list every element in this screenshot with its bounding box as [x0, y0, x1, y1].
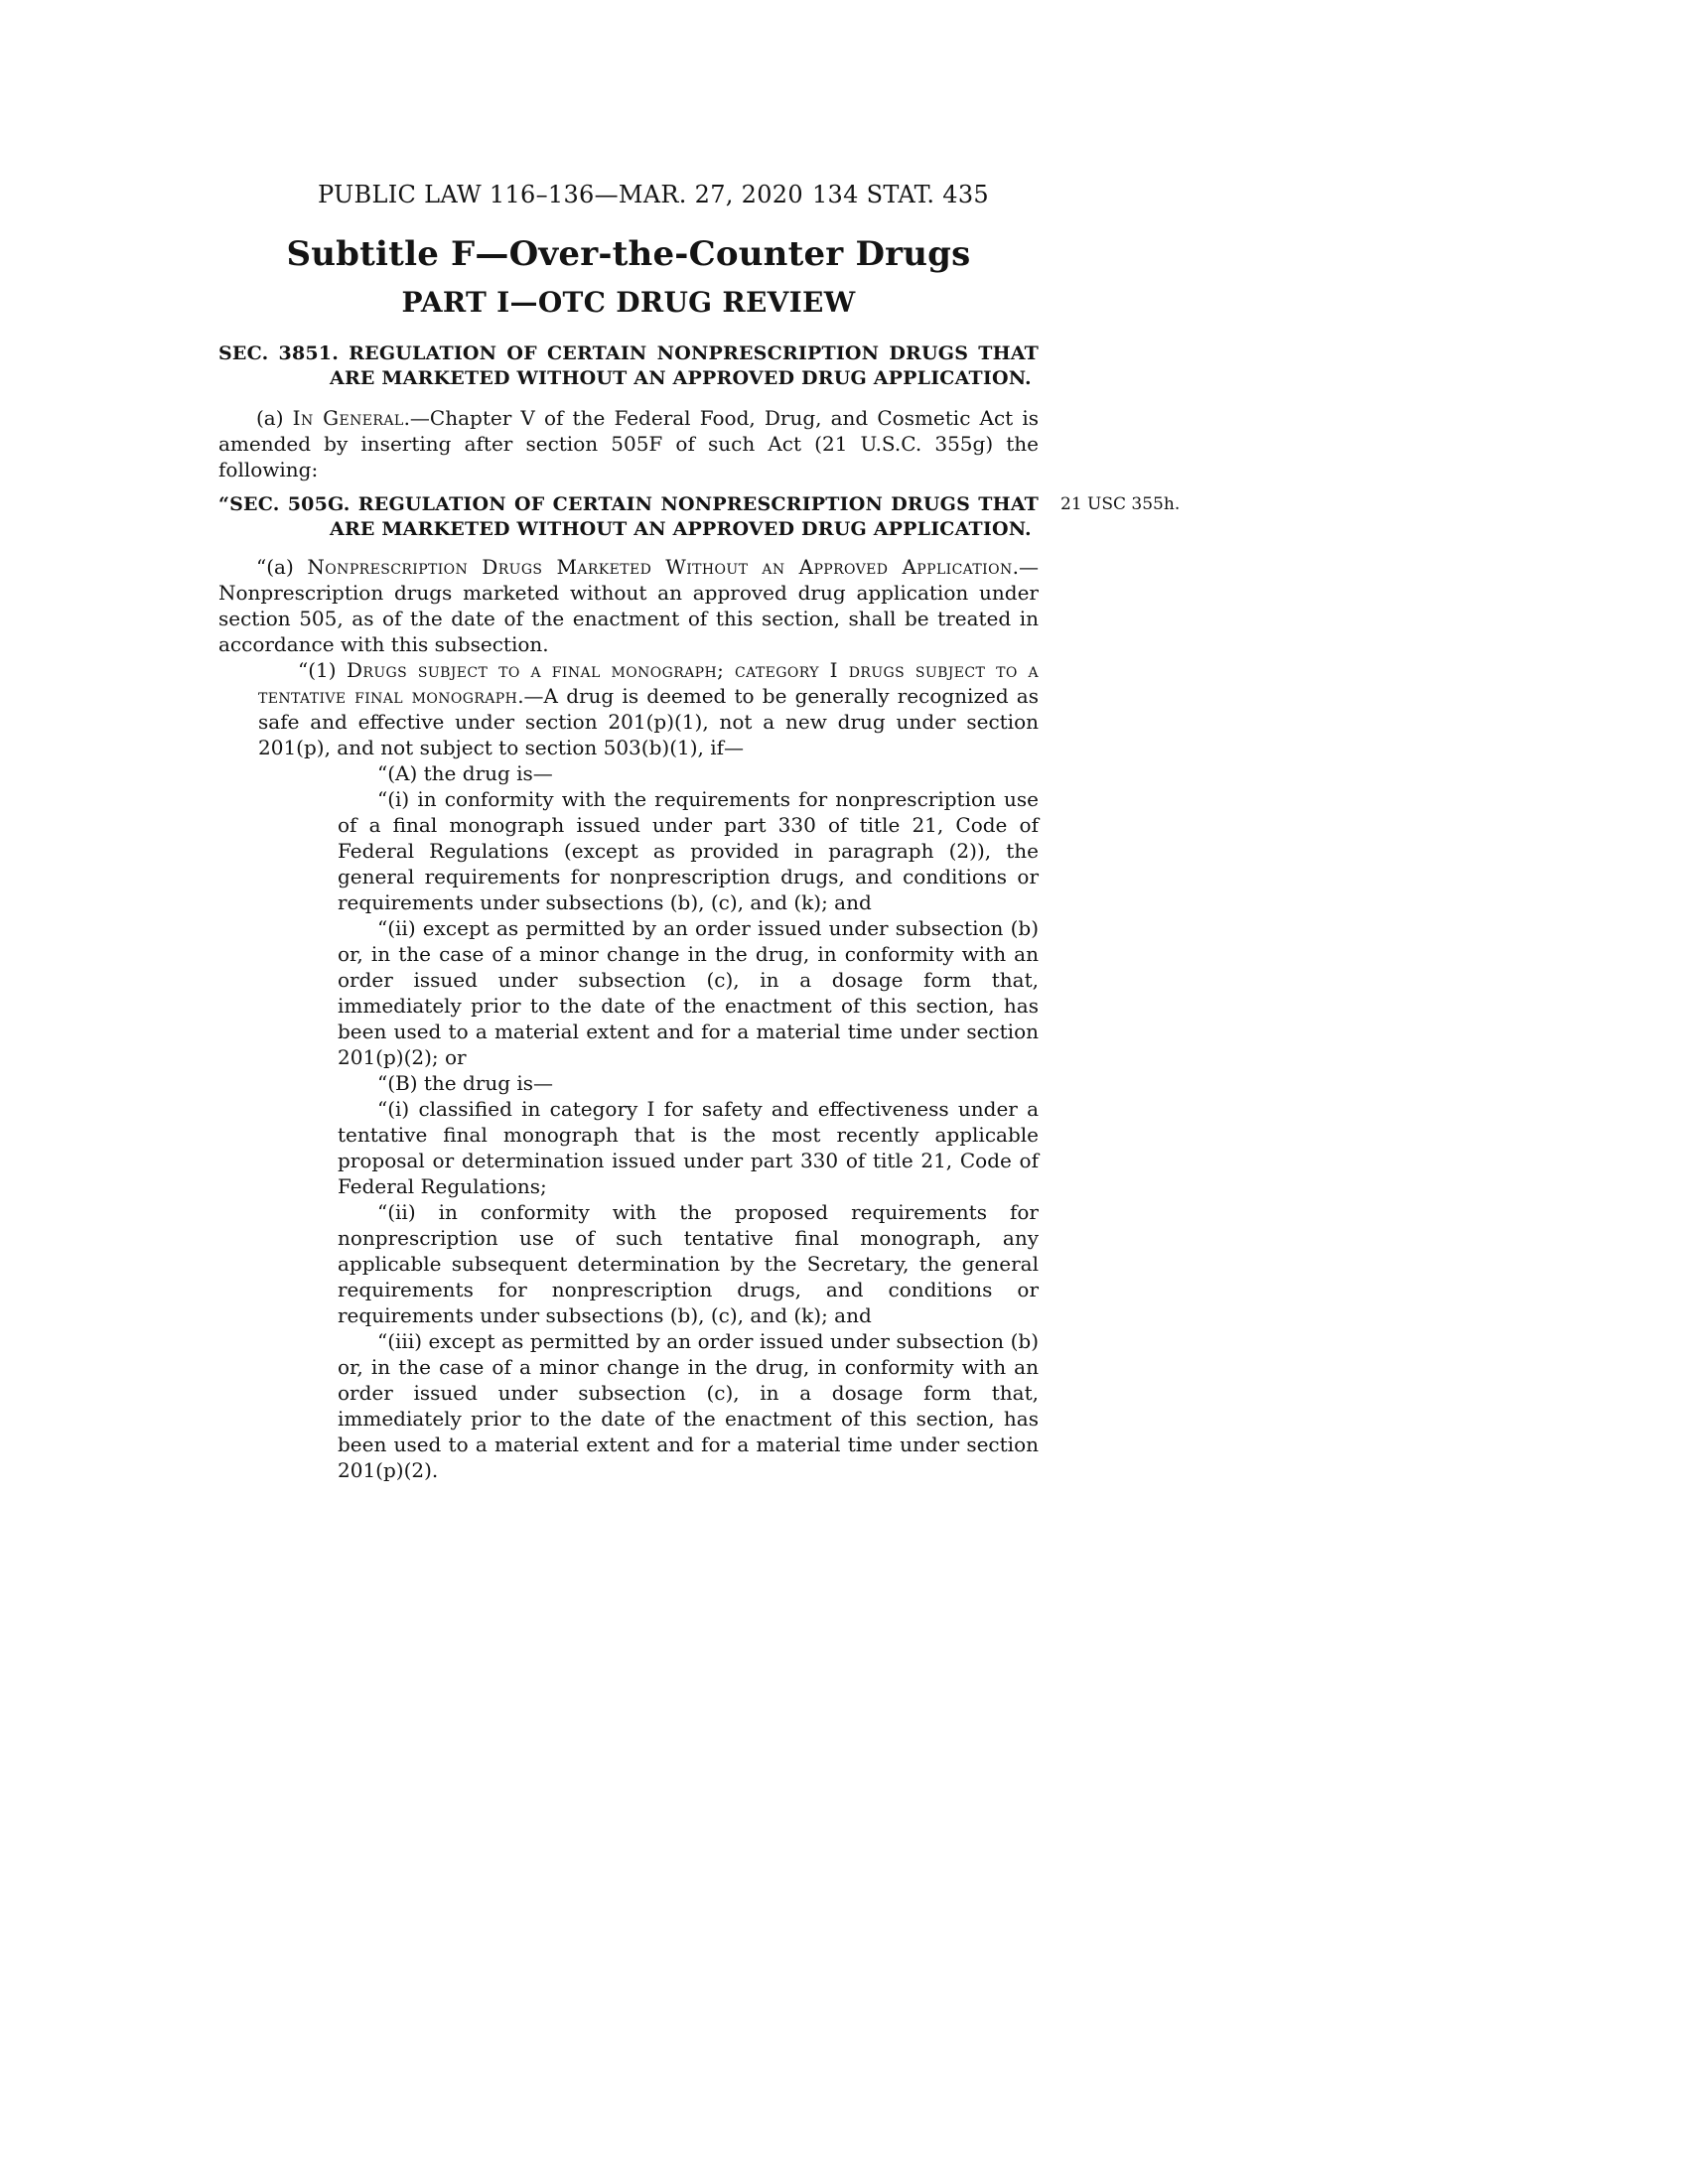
quoted-sub-a-smallcaps: Nonprescription Drugs Marketed Without an Approved Application [307, 555, 1013, 579]
usc-margin-note: 21 USC 355h. [1060, 494, 1181, 514]
sec-3851-label: SEC. 3851. [218, 342, 340, 364]
subtitle-heading: Subtitle F—Over-the-Counter Drugs [286, 234, 971, 274]
quoted-sub-a-rest: .—Nonprescription drugs marketed without an approved drug application under section 505, as of the date of the enactment of this section, shall be treated in accordance with this subsection. [218, 555, 1039, 656]
quoted-para-1-smallcaps: Drugs subject to a final monograph; category I drugs subject to a tentative final monograph [258, 658, 1040, 708]
para-a-in-general [218, 405, 1039, 482]
quoted-sub-B-i: “(i) classified in category I for safety and effectiveness under a tentative final monograph that is the most recently applicable proposal or determination issued under part 330 of title 21, Code of Federal Regulations; [338, 1097, 1039, 1198]
quoted-sub-B-ii: “(ii) in conformity with the proposed requirements for nonprescription use of such tentative final monograph, any applicable subsequent determination by the Secretary, the general requirements for nonprescription drugs, and conditions or requirements under subsections (b), (c), and (k); and [338, 1200, 1039, 1327]
para-a-prefix: (a) [256, 406, 293, 430]
quoted-sub-a-prefix: “(a) [256, 555, 308, 579]
quoted-sub-A: “(A) the drug is— [377, 761, 553, 785]
quoted-para-1-prefix: “(1) [298, 658, 347, 682]
sec-505g-title: REGULATION OF CERTAIN NONPRESCRIPTION DRUGS THAT ARE MARKETED WITHOUT AN APPROVED DRUG APPLICATION. [330, 493, 1039, 540]
quoted-sub-A-ii: “(ii) except as permitted by an order issued under subsection (b) or, in the case of a minor change in the drug, in conformity with an order issued under subsection (c), in a dosage form that, immediately prior to the date of the enactment of this section, has been used to a material extent and for a material time under section 201(p)(2); or [338, 916, 1039, 1069]
sec-505g-heading [218, 492, 1039, 542]
part-heading: PART I—OTC DRUG REVIEW [401, 286, 856, 319]
text-column [218, 181, 1181, 1483]
quoted-sub-B: “(B) the drug is— [377, 1071, 554, 1095]
sec-505g-label: “SEC. 505G. [218, 493, 351, 515]
para-a-rest: .—Chapter V of the Federal Food, Drug, and Cosmetic Act is amended by inserting after section 505F of such Act (21 U.S.C. 355g) the following: [218, 406, 1040, 481]
quoted-sub-a [218, 554, 1039, 657]
quoted-para-1 [218, 657, 1039, 760]
law-citation: PUBLIC LAW 116–136—MAR. 27, 2020 [318, 181, 803, 208]
running-header [218, 181, 1039, 208]
quoted-para-1-rest: .—A drug is deemed to be generally recognized as safe and effective under section 201(p)(1), not a new drug under section 201(p), and not subject to section 503(b)(1), if— [258, 684, 1039, 759]
quoted-sub-A-i: “(i) in conformity with the requirements for nonprescription use of a final monograph issued under part 330 of title 21, Code of Federal Regulations (except as provided in paragraph (2)), the general requirements for nonprescription drugs, and conditions or requirements under subsections (b), (c), and (k); and [338, 787, 1039, 914]
para-a-smallcaps: In General [292, 406, 404, 430]
stat-citation: 134 STAT. 435 [811, 181, 989, 208]
sec-3851-title: REGULATION OF CERTAIN NONPRESCRIPTION DRUGS THAT ARE MARKETED WITHOUT AN APPROVED DRUG APPLICATION. [330, 342, 1039, 389]
sec-505g-block [218, 492, 1181, 542]
quoted-sub-B-iii: “(iii) except as permitted by an order issued under subsection (b) or, in the case of a minor change in the drug, in conformity with an order issued under subsection (c), in a dosage form that, immediately prior to the date of the enactment of this section, has been used to a material extent and for a material time under section 201(p)(2). [338, 1329, 1039, 1482]
sec-3851-heading [218, 341, 1039, 391]
